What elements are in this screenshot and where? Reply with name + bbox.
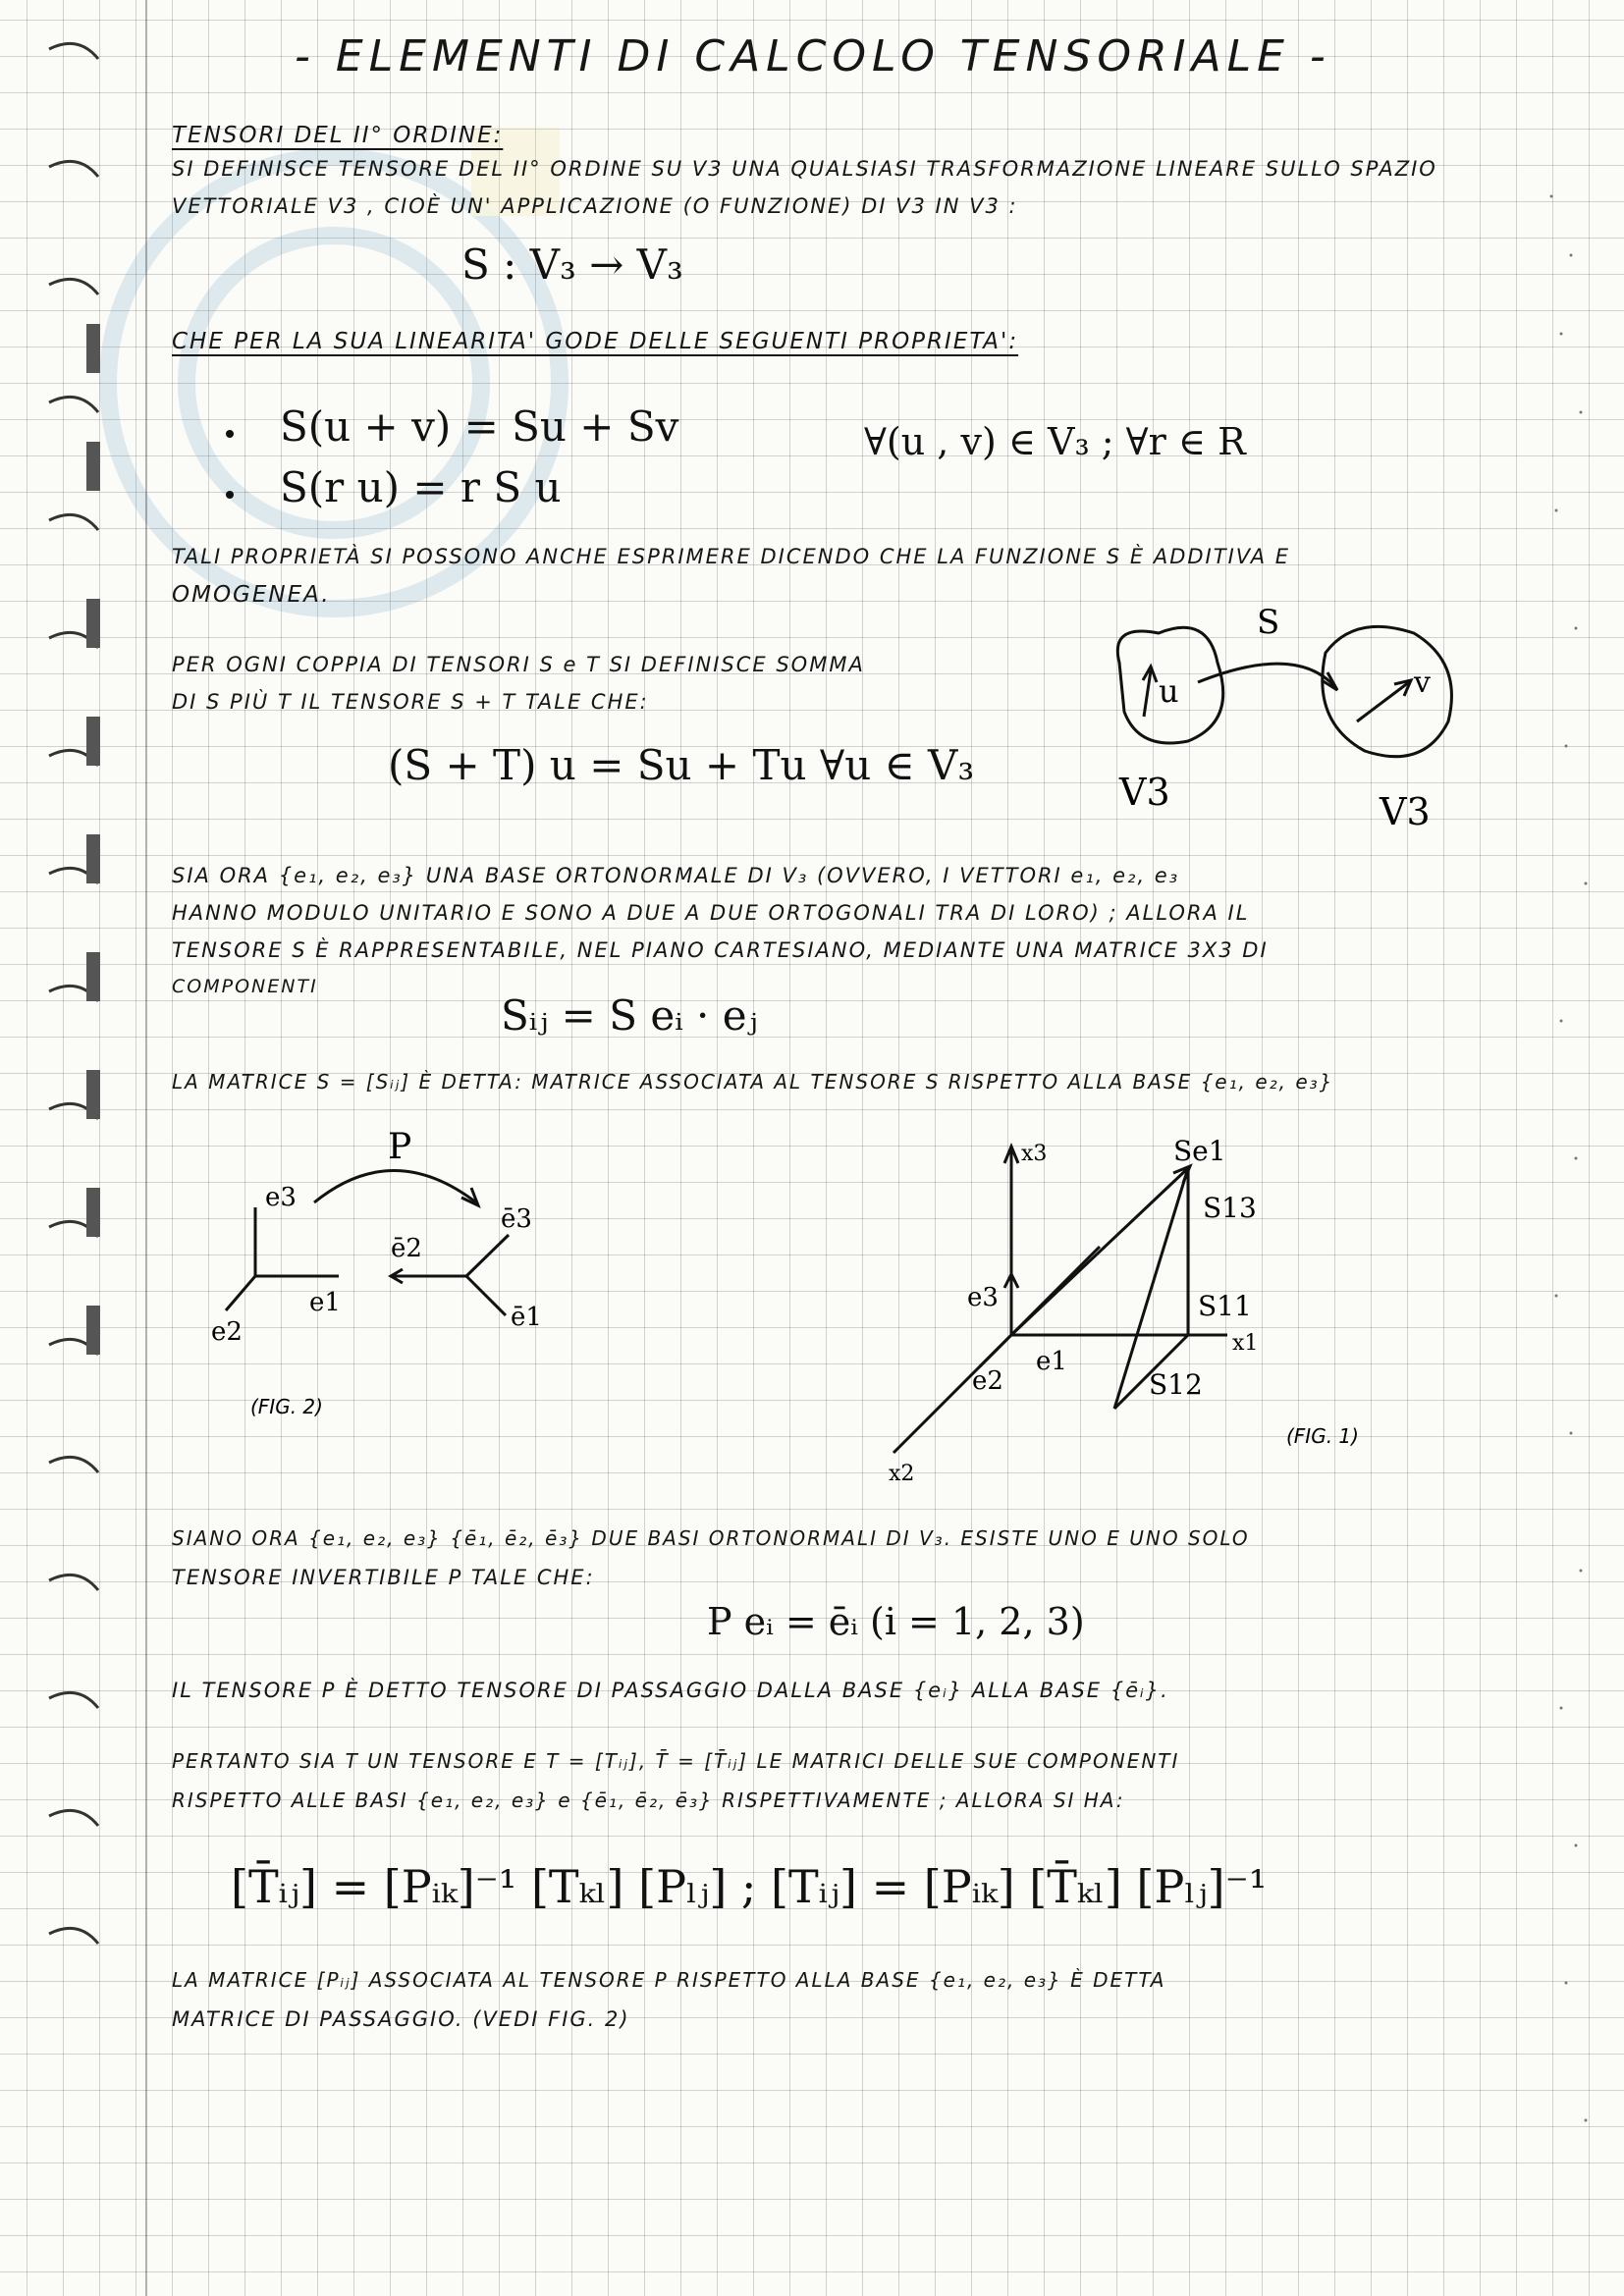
change-line-2: TENSORE INVERTIBILE P TALE CHE: bbox=[172, 1566, 595, 1589]
additive-line-2: OMOGENEA. bbox=[172, 582, 331, 608]
basis-line-1: SIA ORA {e₁, e₂, e₃} UNA BASE ORTONORMALE DI V₃ (OVVERO, I VETTORI e₁, e₂, e₃ bbox=[172, 864, 1180, 887]
linearity-intro: CHE PER LA SUA LINEARITA' GODE DELLE SEGUENTI PROPRIETA': bbox=[172, 329, 1019, 354]
final-line-1: LA MATRICE [Pᵢⱼ] ASSOCIATA AL TENSORE P RISPETTO ALLA BASE {e₁, e₂, e₃} È DETTA bbox=[172, 1968, 1166, 1992]
space-right-label: V3 bbox=[1380, 790, 1431, 833]
section-heading: TENSORI DEL II° ORDINE: bbox=[172, 123, 504, 148]
change-formula: P eᵢ = ēᵢ (i = 1, 2, 3) bbox=[707, 1600, 1085, 1643]
definition-line-1: SI DEFINISCE TENSORE DEL II° ORDINE SU V3 UNA QUALSIASI TRASFORMAZIONE LINEARE SULLO SPAZIO bbox=[172, 157, 1437, 181]
fig1-x1: x1 bbox=[1232, 1331, 1259, 1356]
fig1-S11: S11 bbox=[1198, 1290, 1252, 1322]
transform-formula: [T̄ᵢⱼ] = [Pᵢₖ]⁻¹ [Tₖₗ] [Pₗⱼ] ; [Tᵢⱼ] = [Pᵢₖ] [T̄ₖₗ] [Pₗⱼ]⁻¹ bbox=[231, 1860, 1268, 1913]
map-formula: S : V₃ → V₃ bbox=[461, 240, 683, 289]
fig1-tensor-components bbox=[864, 1135, 1414, 1512]
additive-line-1: TALI PROPRIETÀ SI POSSONO ANCHE ESPRIMERE DICENDO CHE LA FUNZIONE S È ADDITIVA E bbox=[172, 545, 1291, 568]
margin-line bbox=[145, 0, 147, 2296]
fig1-x3: x3 bbox=[1021, 1142, 1048, 1166]
sum-formula: (S + T) u = Su + Tu ∀u ∈ V₃ bbox=[388, 741, 975, 789]
fig1-Se1: Se1 bbox=[1173, 1135, 1226, 1167]
basis-line-2: HANNO MODULO UNITARIO E SONO A DUE A DUE ORTOGONALI TRA DI LORO) ; ALLORA IL bbox=[172, 901, 1250, 925]
fig2-basis-change bbox=[196, 1119, 638, 1453]
vector-v-label: v bbox=[1414, 666, 1431, 700]
final-line-2: MATRICE DI PASSAGGIO. (VEDI FIG. 2) bbox=[172, 2007, 630, 2031]
fig1-caption: (FIG. 1) bbox=[1286, 1424, 1359, 1448]
fig1-e1: e1 bbox=[1036, 1347, 1067, 1376]
vector-u-label: u bbox=[1159, 672, 1179, 710]
quantifier: ∀(u , v) ∈ V₃ ; ∀r ∈ R bbox=[864, 420, 1246, 463]
change-line-1: SIANO ORA {e₁, e₂, e₃} {ē₁, ē₂, ē₃} DUE BASI ORTONORMALI DI V₃. ESISTE UNO E UNO SOLO bbox=[172, 1526, 1250, 1550]
property-additivity: S(u + v) = Su + Sv bbox=[280, 402, 679, 451]
tensor-map-figure bbox=[1100, 604, 1492, 839]
fig1-S13: S13 bbox=[1203, 1192, 1257, 1224]
definition-line-2: VETTORIALE V3 , CIOÈ UN' APPLICAZIONE (O FUNZIONE) DI V3 IN V3 : bbox=[172, 194, 1018, 218]
spiral-binding bbox=[39, 29, 108, 2042]
fig1-S12: S12 bbox=[1149, 1368, 1203, 1401]
fig1-x2: x2 bbox=[889, 1462, 915, 1486]
fig2-eb3-mid: ē2 bbox=[391, 1234, 422, 1263]
fig2-P: P bbox=[388, 1127, 412, 1167]
basis-line-3: TENSORE S È RAPPRESENTABILE, NEL PIANO CARTESIANO, MEDIANTE UNA MATRICE 3X3 DI bbox=[172, 938, 1269, 962]
sum-line-1: PER OGNI COPPIA DI TENSORI S e T SI DEFINISCE SOMMA bbox=[172, 653, 865, 676]
space-left-label: V3 bbox=[1119, 771, 1170, 814]
fig2-e1: e1 bbox=[309, 1288, 341, 1317]
page-title: - ELEMENTI DI CALCOLO TENSORIALE - bbox=[295, 31, 1331, 81]
bullet-1 bbox=[226, 430, 234, 438]
fig2-eb1: ē1 bbox=[511, 1303, 542, 1332]
bullet-2 bbox=[226, 491, 234, 499]
matrix-line: LA MATRICE S = [Sᵢⱼ] È DETTA: MATRICE ASSOCIATA AL TENSORE S RISPETTO ALLA BASE {e₁, e₂, e₃} bbox=[172, 1070, 1334, 1094]
right-edge-speckle bbox=[1532, 0, 1620, 2296]
fig2-caption: (FIG. 2) bbox=[250, 1395, 323, 1418]
fig1-e2: e2 bbox=[972, 1366, 1003, 1396]
component-formula: Sᵢⱼ = S eᵢ · eⱼ bbox=[501, 991, 758, 1040]
fig2-e3: e3 bbox=[265, 1183, 297, 1212]
fig2-eb3: ē3 bbox=[501, 1204, 532, 1234]
map-label-S: S bbox=[1257, 603, 1280, 642]
transform-line-2: RISPETTO ALLE BASI {e₁, e₂, e₃} e {ē₁, ē₂, ē₃} RISPETTIVAMENTE ; ALLORA SI HA: bbox=[172, 1789, 1125, 1812]
fig1-e3: e3 bbox=[967, 1283, 999, 1312]
sum-line-2: DI S PIÙ T IL TENSORE S + T TALE CHE: bbox=[172, 690, 649, 714]
property-homogeneity: S(r u) = r S u bbox=[280, 463, 562, 511]
passage-line: IL TENSORE P È DETTO TENSORE DI PASSAGGIO DALLA BASE {eᵢ} ALLA BASE {ēᵢ}. bbox=[172, 1679, 1169, 1702]
fig2-e2: e2 bbox=[211, 1317, 243, 1347]
transform-line-1: PERTANTO SIA T UN TENSORE E T = [Tᵢⱼ], T̄ = [T̄ᵢⱼ] LE MATRICI DELLE SUE COMPONENTI bbox=[172, 1749, 1180, 1773]
basis-line-4: COMPONENTI bbox=[172, 976, 318, 997]
